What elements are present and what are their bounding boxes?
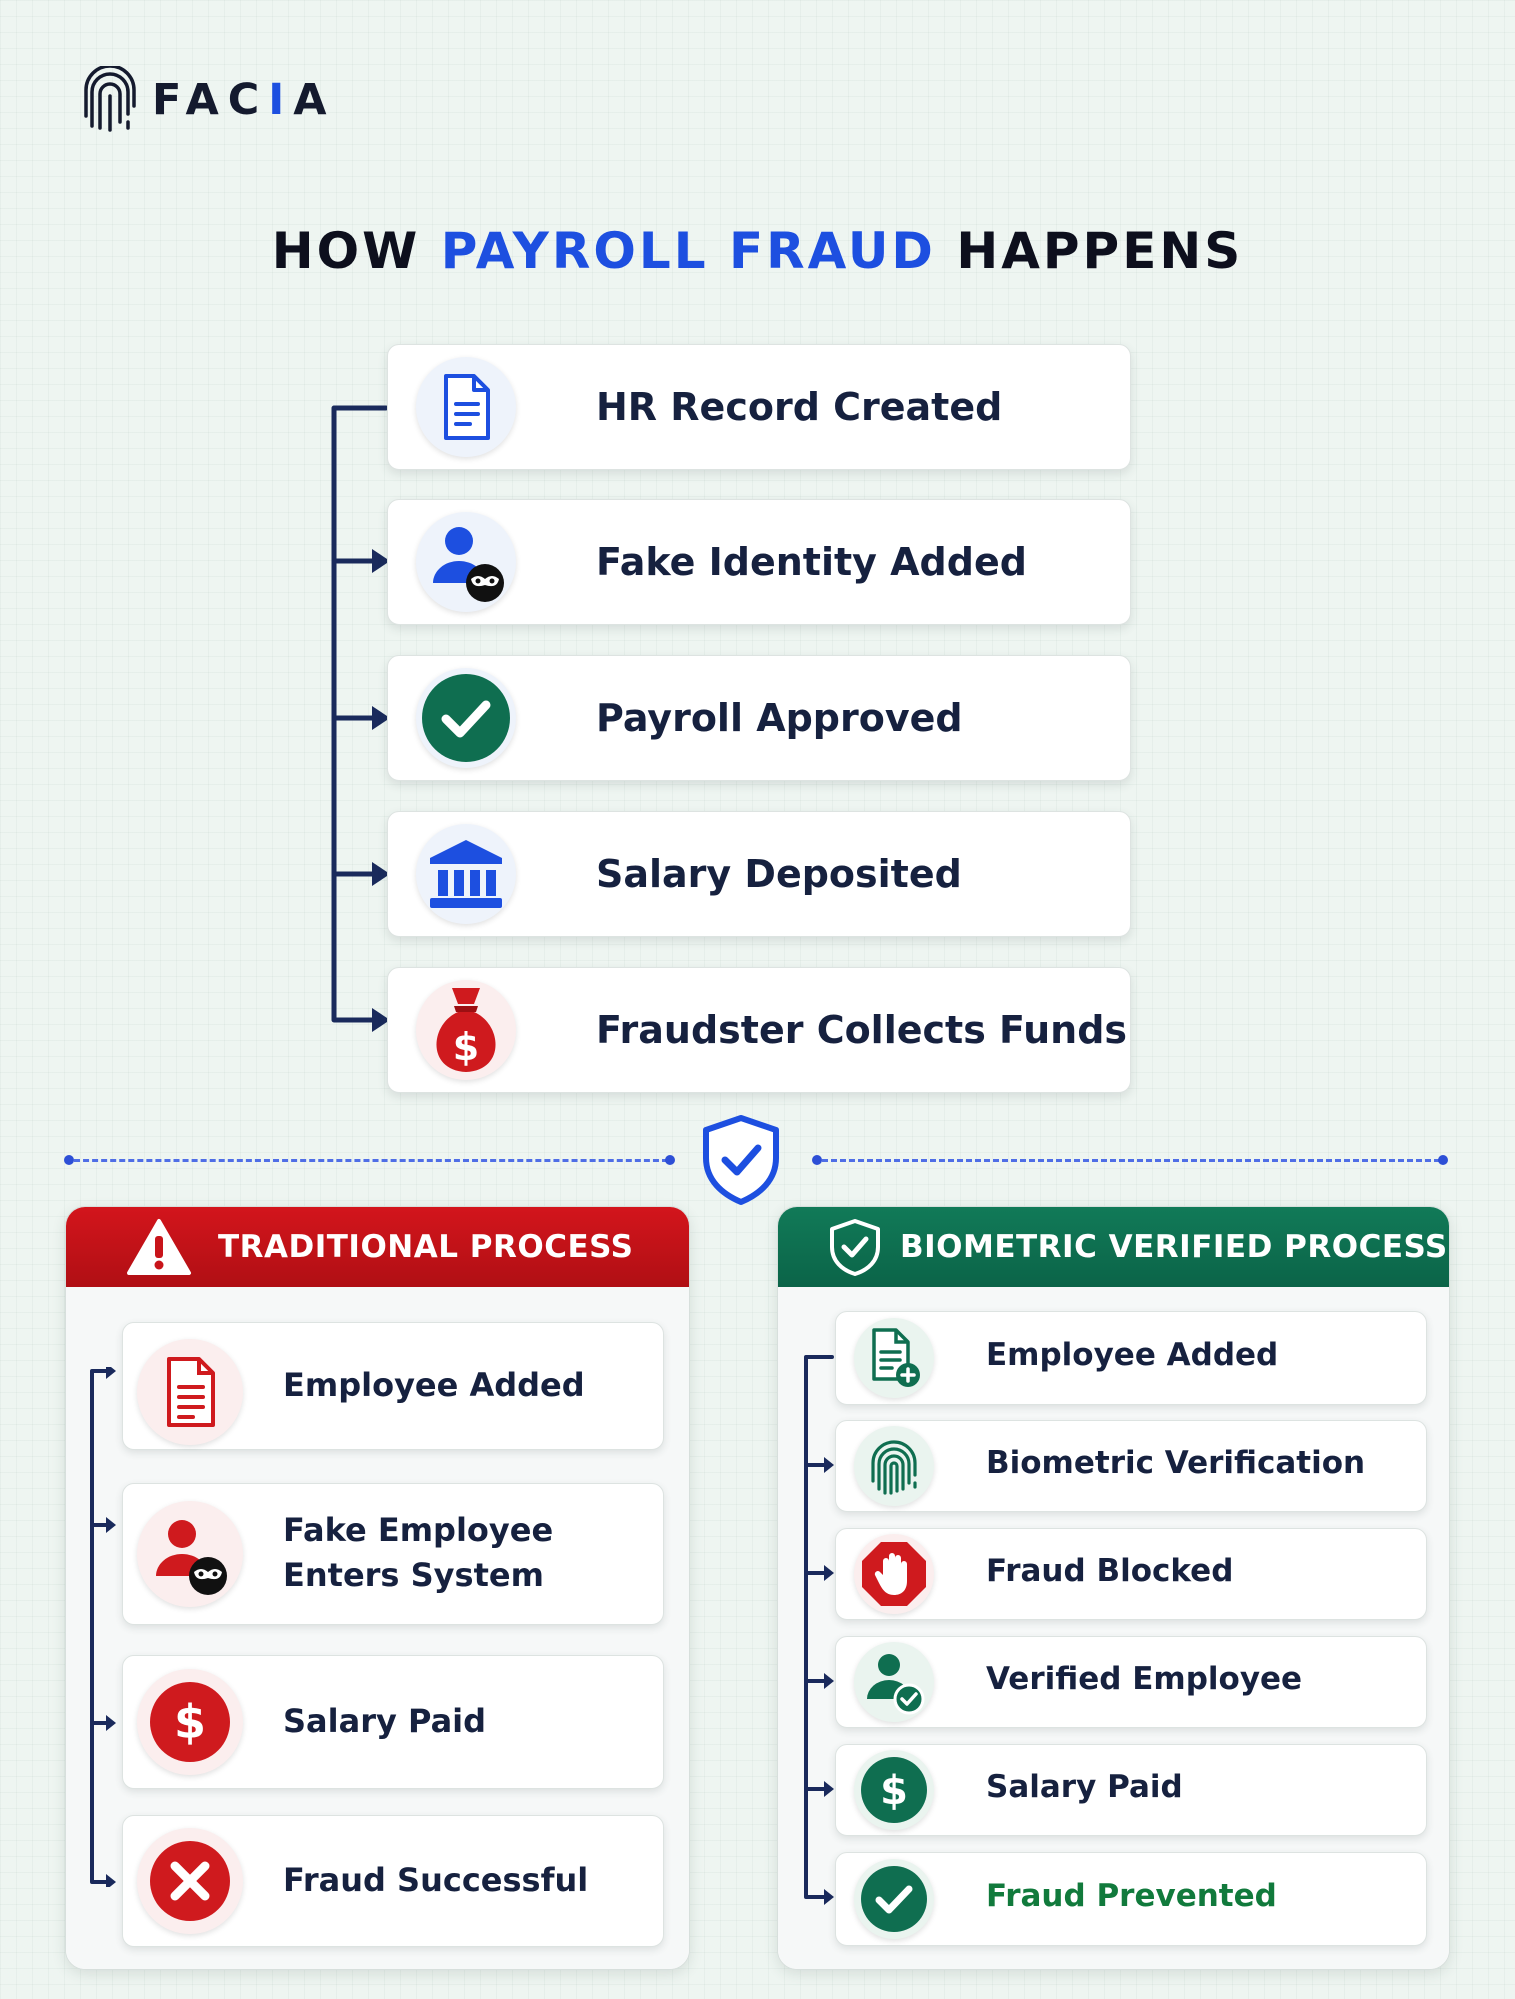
document-icon — [137, 1339, 243, 1445]
biometric-panel-body — [778, 1287, 1449, 1969]
svg-text:$: $ — [173, 1695, 207, 1749]
traditional-step-salary-paid — [122, 1655, 664, 1789]
title-part-2: HAPPENS — [956, 222, 1244, 280]
flow-step-fraudster-collects — [387, 967, 1131, 1093]
flow-step-label: Fake Identity Added — [596, 540, 1027, 584]
flow-step-fake-identity — [387, 499, 1131, 625]
biometric-step-label: Verified Employee — [986, 1661, 1303, 1697]
bank-icon — [416, 824, 516, 924]
title-accent: PAYROLL FRAUD — [440, 222, 936, 280]
logo-text-prefix: FAC — [152, 75, 269, 125]
check-circle-icon — [416, 668, 516, 768]
x-circle-icon — [137, 1828, 243, 1934]
masked-user-icon — [137, 1501, 243, 1607]
warning-icon — [126, 1218, 192, 1276]
traditional-panel-title: TRADITIONAL PROCESS — [218, 1229, 634, 1265]
flow-step-salary-deposited — [387, 811, 1131, 937]
document-add-icon — [854, 1318, 934, 1398]
divider-dot-right-start — [812, 1155, 822, 1165]
traditional-panel-body — [66, 1287, 689, 1969]
traditional-step-employee-added — [122, 1322, 664, 1450]
biometric-step-label: Salary Paid — [986, 1769, 1183, 1805]
traditional-panel-header — [66, 1207, 689, 1287]
traditional-step-label: Employee Added — [283, 1366, 585, 1404]
stop-hand-icon — [854, 1534, 934, 1614]
traditional-step-fraud-successful — [122, 1815, 664, 1947]
fingerprint-logo-icon — [82, 66, 138, 134]
document-icon — [416, 357, 516, 457]
flow-step-label: Salary Deposited — [596, 852, 962, 896]
biometric-step-label: Fraud Prevented — [986, 1878, 1277, 1914]
biometric-step-label: Employee Added — [986, 1337, 1279, 1373]
biometric-step-biometric-verification — [835, 1420, 1427, 1512]
biometric-connector — [800, 1353, 834, 1913]
biometric-step-fraud-prevented — [835, 1852, 1427, 1946]
flow-step-label: Fraudster Collects Funds — [596, 1008, 1128, 1052]
traditional-connector — [86, 1367, 116, 1887]
biometric-step-label: Biometric Verification — [986, 1445, 1366, 1481]
logo-text-suffix: A — [293, 75, 336, 125]
shield-check-icon — [700, 1114, 782, 1206]
traditional-step-label-multiline — [283, 1508, 553, 1598]
divider-line-right — [822, 1159, 1440, 1162]
dollar-icon — [137, 1669, 243, 1775]
biometric-panel-header — [778, 1207, 1449, 1287]
svg-text:$: $ — [452, 1025, 480, 1069]
logo-wordmark — [152, 75, 336, 125]
biometric-step-verified-employee — [835, 1636, 1427, 1728]
divider-dot-left-end — [665, 1155, 675, 1165]
flow-step-label: Payroll Approved — [596, 696, 963, 740]
biometric-step-label: Fraud Blocked — [986, 1553, 1234, 1589]
biometric-step-salary-paid — [835, 1744, 1427, 1836]
flow-step-hr-record — [387, 344, 1131, 470]
logo-text-accent: I — [268, 75, 294, 125]
page-title — [0, 222, 1515, 280]
divider-dot-right — [1438, 1155, 1448, 1165]
divider-dot-left — [64, 1155, 74, 1165]
user-check-icon — [854, 1642, 934, 1722]
check-circle-icon — [854, 1859, 934, 1939]
traditional-step-label: Fraud Successful — [283, 1861, 589, 1899]
traditional-process-panel — [65, 1206, 690, 1970]
biometric-step-employee-added — [835, 1311, 1427, 1405]
title-part-1: HOW — [271, 222, 421, 280]
fingerprint-icon — [854, 1426, 934, 1506]
masked-user-icon — [416, 512, 516, 612]
dollar-icon — [854, 1750, 934, 1830]
traditional-step-fake-employee — [122, 1483, 664, 1625]
flow-step-label: HR Record Created — [596, 385, 1003, 429]
flow-step-payroll-approved — [387, 655, 1131, 781]
biometric-panel-title: BIOMETRIC VERIFIED PROCESS — [900, 1229, 1448, 1265]
shield-check-icon — [828, 1217, 882, 1277]
traditional-step-label-line1: Fake Employee — [283, 1511, 554, 1549]
traditional-step-label-line2: Enters System — [283, 1556, 544, 1594]
facia-logo — [82, 62, 372, 138]
biometric-step-fraud-blocked — [835, 1528, 1427, 1620]
svg-text:$: $ — [880, 1768, 908, 1814]
money-bag-icon — [416, 980, 516, 1080]
biometric-process-panel — [777, 1206, 1450, 1970]
divider-line-left — [74, 1159, 668, 1162]
traditional-step-label: Salary Paid — [283, 1702, 487, 1740]
